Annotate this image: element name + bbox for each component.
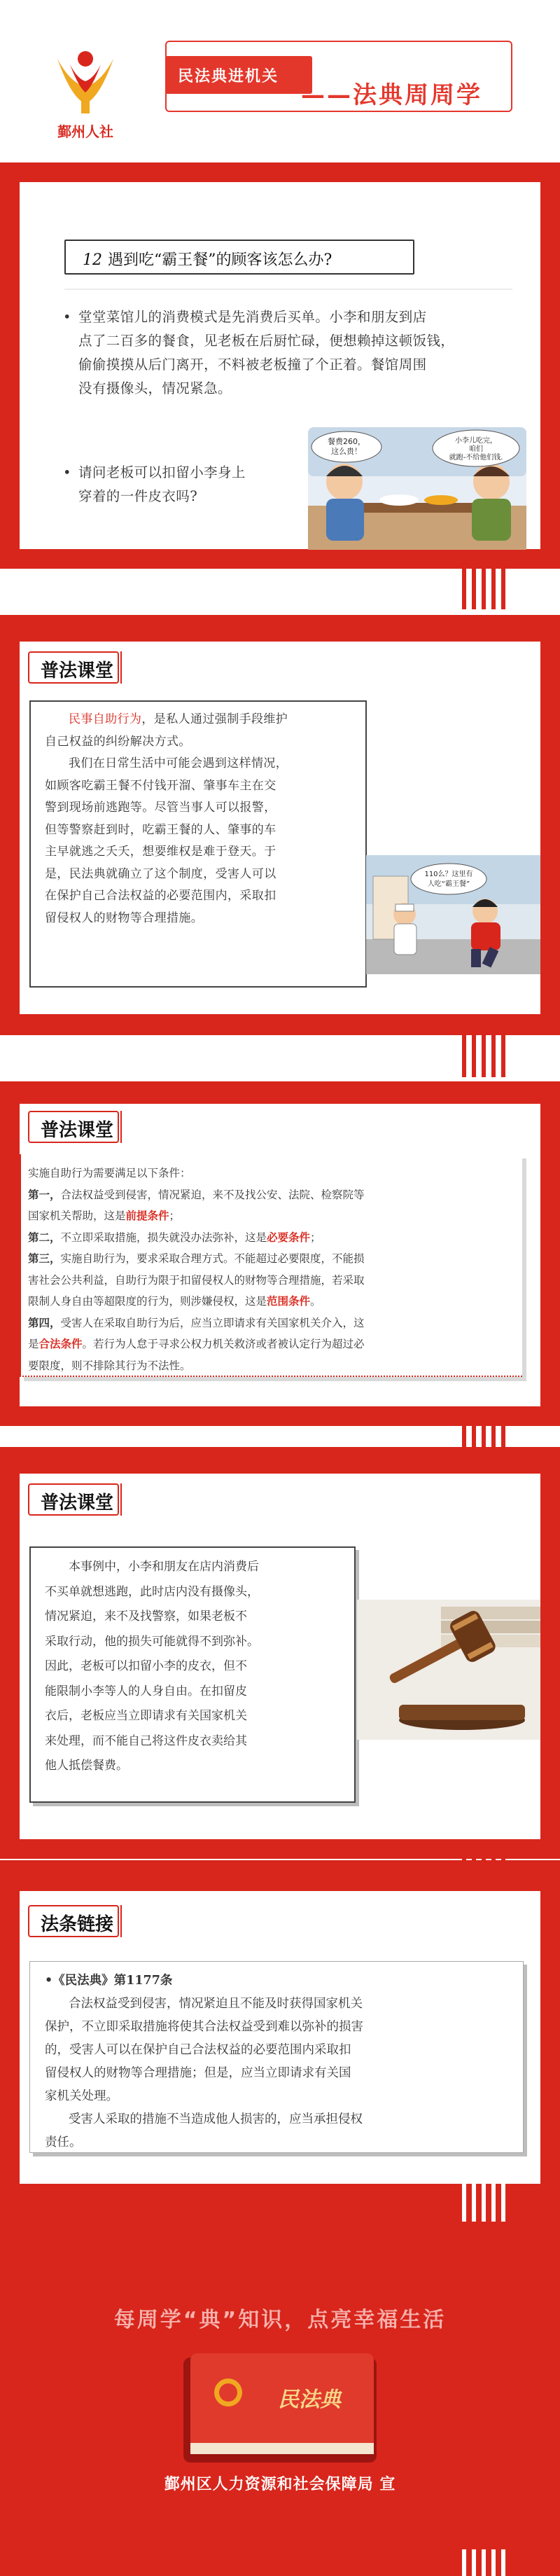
lesson-panel-3 <box>20 1474 540 1839</box>
case-question <box>78 461 309 508</box>
section-heading: 普法课堂 <box>41 1120 114 1141</box>
logo-figure-icon <box>43 43 127 120</box>
question-label: 遇到吃“霸王餐”的顾客该怎么办? <box>108 251 332 269</box>
lesson-section-2 <box>0 1081 560 1426</box>
logo-text: 鄞州人社 <box>57 123 113 140</box>
cartoon-restaurant-icon <box>308 427 526 550</box>
ask-line: 穿着的一件皮衣吗? <box>78 488 198 504</box>
law-line: 合法权益受到侵害，情况紧迫且不能及时获得国家机关 <box>69 1997 363 2011</box>
analysis-line: 能限制小李等人的人身自由。在扣留皮 <box>45 1684 247 1698</box>
tag-scope: 范围条件 <box>267 1294 311 1308</box>
law-panel <box>20 1891 540 2184</box>
bubble-right-line: 小李儿吃完， <box>455 437 497 445</box>
lesson-line: 自己权益的纠纷解决方式。 <box>45 734 191 749</box>
condition-item: 限制人身自由等超限度的行为，则涉嫌侵权，这是范围条件。 <box>28 1294 321 1308</box>
section-heading-bar <box>120 651 122 684</box>
lesson-line: 如顾客吃霸王餐不付钱开溜、肇事车主在交 <box>45 778 276 793</box>
law-article: •《民法典》第1177条 <box>45 1974 173 1988</box>
case-number: 12 <box>83 251 102 269</box>
question-text <box>83 248 332 270</box>
chase-bubble-line: 人吃“霸王餐” <box>427 880 470 888</box>
lesson-section-3 <box>0 1447 560 1859</box>
tag-premise: 前提条件 <box>125 1209 169 1222</box>
story-line: 没有摄像头，情况紧急。 <box>78 380 232 396</box>
lesson-line: 民事自助行为，是私人通过强制手段维护 <box>69 712 288 726</box>
footer-slogan: 每周学“典”知识，点亮幸福生活 <box>113 2308 447 2332</box>
case-panel <box>20 182 540 549</box>
divider <box>64 289 512 290</box>
case-story <box>78 305 526 401</box>
bubble-right-line: 就跑-不给他们钱. <box>449 454 503 462</box>
chase-bubble-line: 110么？这里有 <box>424 871 473 878</box>
law-book-icon <box>179 2350 381 2465</box>
law-line: 家机关处理。 <box>45 2089 118 2103</box>
story-line: • 堂堂菜馆儿的消费模式是先消费后买单。小李和朋友到店 <box>78 309 427 325</box>
analysis-line: 他人抵偿餐费。 <box>45 1759 128 1773</box>
lesson-panel-1 <box>20 642 540 1014</box>
condition-item: 第二，不立即采取措施，损失就没办法弥补，这是必要条件； <box>28 1230 321 1244</box>
lesson-section-1 <box>0 615 560 1035</box>
analysis-line: 因此，老板可以扣留小李的皮衣，但不 <box>45 1659 247 1673</box>
lesson-panel-2 <box>20 1104 540 1406</box>
section-heading: 法条链接 <box>41 1914 114 1935</box>
conditions-intro: 实施自助行为需要满足以下条件： <box>28 1167 191 1179</box>
header-ribbon-text: 民法典进机关 <box>178 68 279 85</box>
book-title: 民法典 <box>278 2388 341 2412</box>
law-line: 的，受害人可以在保护自己合法权益的必要范围内采取扣 <box>45 2043 351 2057</box>
stripe-decoration <box>462 1035 505 1077</box>
condition-item: 是合法条件。若行为人怠于寻求公权力机关救济或者被认定行为超过必 <box>28 1337 365 1350</box>
law-text <box>45 1969 521 2154</box>
analysis-line: 不买单就想逃跑，此时店内没有摄像头， <box>45 1584 259 1599</box>
section-heading-bar <box>120 1905 122 1937</box>
lesson-text <box>45 709 357 929</box>
stripe-decoration <box>462 2549 505 2576</box>
lesson-line: 留侵权人的财物等合理措施。 <box>45 910 204 925</box>
law-line: 受害人采取的措施不当造成他人损害的，应当承担侵权 <box>69 2112 363 2126</box>
section-heading: 普法课堂 <box>41 1493 114 1514</box>
lesson-line: 我们在日常生活中可能会遇到这样情况， <box>69 756 288 770</box>
story-line: 点了二百多的餐食，见老板在后厨忙碌，便想赖掉这顿饭钱， <box>78 333 455 349</box>
lesson-line: 警到现场前逃跑等。尽管当事人可以报警， <box>45 801 276 815</box>
law-line: 责任。 <box>45 2135 82 2149</box>
footer-org: 鄞州区人力资源和社会保障局 宣 <box>164 2476 396 2493</box>
condition-item: 国家机关帮助，这是前提条件； <box>28 1209 181 1222</box>
bubble-left-line: 餐费260， <box>328 437 365 446</box>
analysis-line: 采取行动，他的损失可能就得不到弥补。 <box>45 1634 259 1649</box>
condition-item: 要限度，则不排除其行为不法性。 <box>28 1359 191 1372</box>
stripe-decoration <box>462 569 505 609</box>
analysis-line: 本事例中，小李和朋友在店内消费后 <box>69 1560 259 1574</box>
term-highlight: 民事自助行为 <box>69 712 142 726</box>
tag-necessary: 必要条件 <box>267 1230 311 1244</box>
section-heading-bar <box>120 1483 122 1516</box>
lesson-line: 在保护自己合法权益的必要范围内，采取扣 <box>45 889 276 903</box>
section-heading: 普法课堂 <box>41 660 114 681</box>
story-line: 偷偷摸摸从后门离开，不料被老板撞了个正着。餐馆周围 <box>78 356 427 373</box>
page-title: ——法典周周学 <box>301 81 482 109</box>
tag-legal: 合法条件 <box>38 1337 83 1350</box>
stripe-decoration <box>462 2184 505 2222</box>
bubble-right-line: 咱们 <box>469 445 483 453</box>
ask-line: • 请问老板可以扣留小李身上 <box>78 464 246 480</box>
section-heading-bar <box>120 1111 122 1143</box>
bubble-left-line: 这么贵！ <box>331 447 362 456</box>
case-section <box>0 162 560 569</box>
lesson-line: 但等警察赶到时，吃霸王餐的人、肇事的车 <box>45 822 276 837</box>
lesson-line: 主早就逃之夭夭，想要维权是难于登天。于 <box>45 845 276 859</box>
condition-item: 第四，受害人在采取自助行为后，应当立即请求有关国家机关介入，这 <box>28 1315 365 1329</box>
law-section <box>0 1860 560 2576</box>
analysis-line: 来处理，而不能自己将这件皮衣卖给其 <box>45 1733 247 1748</box>
condition-item: 害社会公共利益，自助行为限于扣留侵权人的财物等合理措施，若采取 <box>28 1273 365 1287</box>
header <box>0 0 560 140</box>
cartoon-chase-icon <box>366 855 540 974</box>
condition-item: 第三，实施自助行为，要求采取合理方式。不能超过必要限度，不能损 <box>28 1252 365 1265</box>
lesson-line: 是，民法典就确立了这个制度，受害人可以 <box>45 866 276 881</box>
analysis-line: 衣后，老板应当立即请求有关国家机关 <box>45 1709 247 1723</box>
analysis-line: 情况紧迫，来不及找警察，如果老板不 <box>45 1609 247 1623</box>
condition-item: 第一，合法权益受到侵害，情况紧迫，来不及找公安、法院、检察院等 <box>28 1187 365 1201</box>
conditions-text <box>28 1163 518 1376</box>
analysis-text <box>45 1555 346 1779</box>
law-line: 保护，不立即采取措施将使其合法权益受到难以弥补的损害 <box>45 2020 363 2034</box>
law-line: 留侵权人的财物等合理措施；但是，应当立即请求有关国 <box>45 2066 351 2080</box>
gavel-icon <box>357 1600 540 1740</box>
